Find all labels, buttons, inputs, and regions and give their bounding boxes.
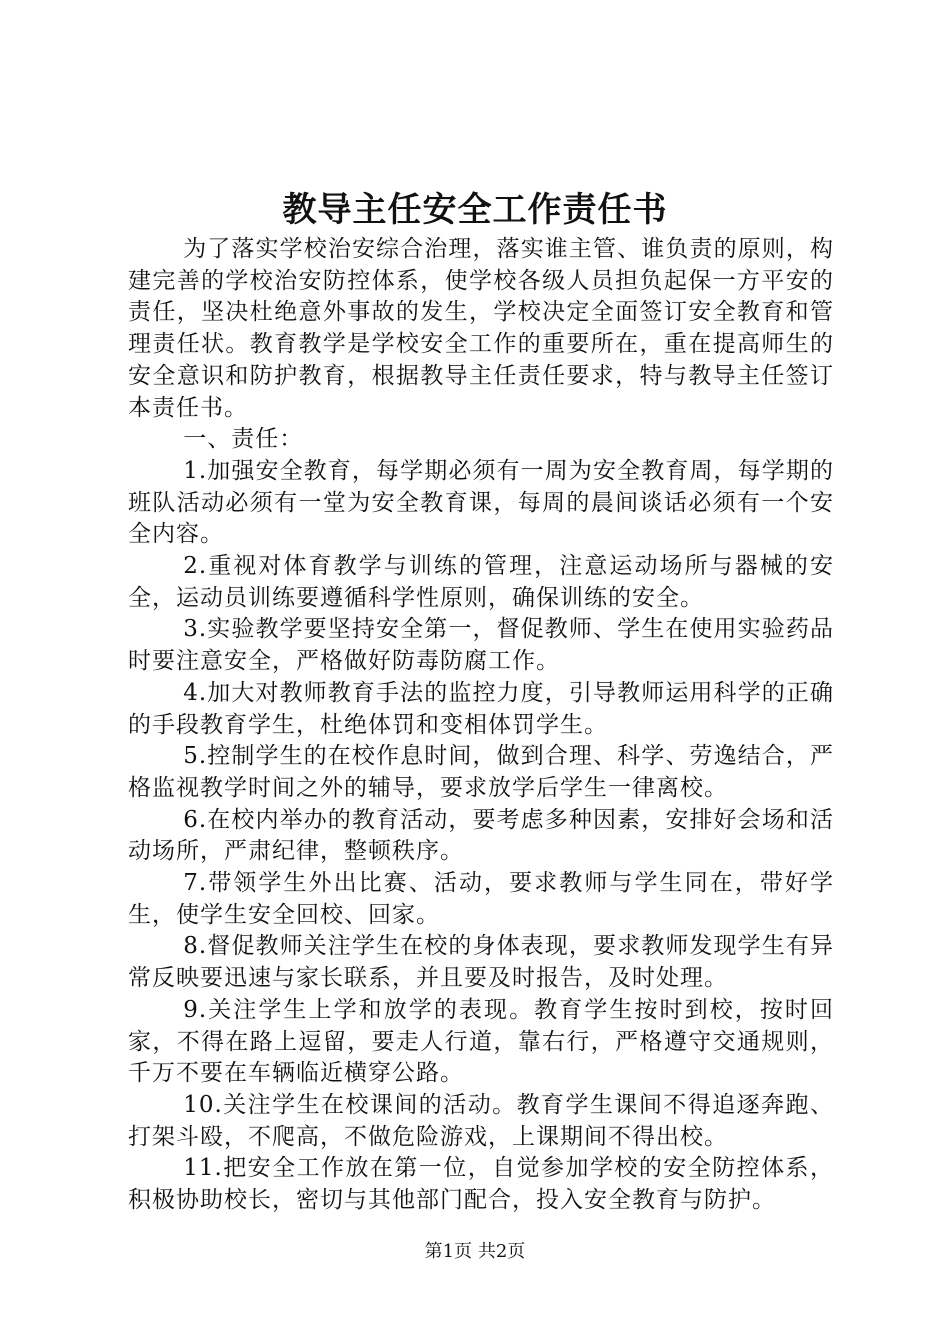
clause-5: 5.控制学生的在校作息时间，做到合理、科学、劳逸结合，严格监视教学时间之外的辅导，要求放学后学生一律离校。 xyxy=(128,743,834,801)
page-number-footer: 第1页 共2页 xyxy=(424,1241,526,1262)
clause-7: 7.带领学生外出比赛、活动，要求教师与学生同在，带好学生，使学生安全回校、回家。 xyxy=(128,870,834,928)
clause-9: 9.关注学生上学和放学的表现。教育学生按时到校，按时回家，不得在路上逗留，要走人行道，靠右行，严格遵守交通规则，千万不要在车辆临近横穿公路。 xyxy=(128,996,834,1087)
section-heading-responsibility: 一、责任： xyxy=(183,426,304,453)
document-title: 教导主任安全工作责任书 xyxy=(282,190,668,230)
clause-1: 1.加强安全教育，每学期必须有一周为安全教育周，每学期的班队活动必须有一堂为安全教育课，每周的晨间谈话必须有一个安全内容。 xyxy=(128,457,834,548)
document-body xyxy=(128,234,834,1217)
clause-4: 4.加大对教师教育手法的监控力度，引导教师运用科学的正确的手段教育学生，杜绝体罚和变相体罚学生。 xyxy=(128,679,834,738)
clause-10: 10.关注学生在校课间的活动。教育学生课间不得追逐奔跑、打架斗殴，不爬高，不做危险游戏，上课期间不得出校。 xyxy=(128,1091,834,1150)
intro-paragraph: 为了落实学校治安综合治理，落实谁主管、谁负责的原则，构建完善的学校治安防控体系，使学校各级人员担负起保一方平安的责任，坚决杜绝意外事故的发生，学校决定全面签订安全教育和管理责任状。教育教学是学校安全工作的重要所在，重在提高师生的安全意识和防护教育，根据教导主任责任要求，特与教导主任签订本责任书。 xyxy=(128,236,834,421)
clause-2: 2.重视对体育教学与训练的管理，注意运动场所与器械的安全，运动员训练要遵循科学性原则，确保训练的安全。 xyxy=(128,553,834,611)
clause-8: 8.督促教师关注学生在校的身体表现，要求教师发现学生有异常反映要迅速与家长联系，并且要及时报告，及时处理。 xyxy=(128,933,834,992)
clause-3: 3.实验教学要坚持安全第一，督促教师、学生在使用实验药品时要注意安全，严格做好防毒防腐工作。 xyxy=(128,616,834,675)
clause-11: 11.把安全工作放在第一位，自觉参加学校的安全防控体系，积极协助校长，密切与其他部门配合，投入安全教育与防护。 xyxy=(128,1155,834,1214)
clause-6: 6.在校内举办的教育活动，要考虑多种因素，安排好会场和活动场所，严肃纪律，整顿秩序。 xyxy=(128,806,834,865)
